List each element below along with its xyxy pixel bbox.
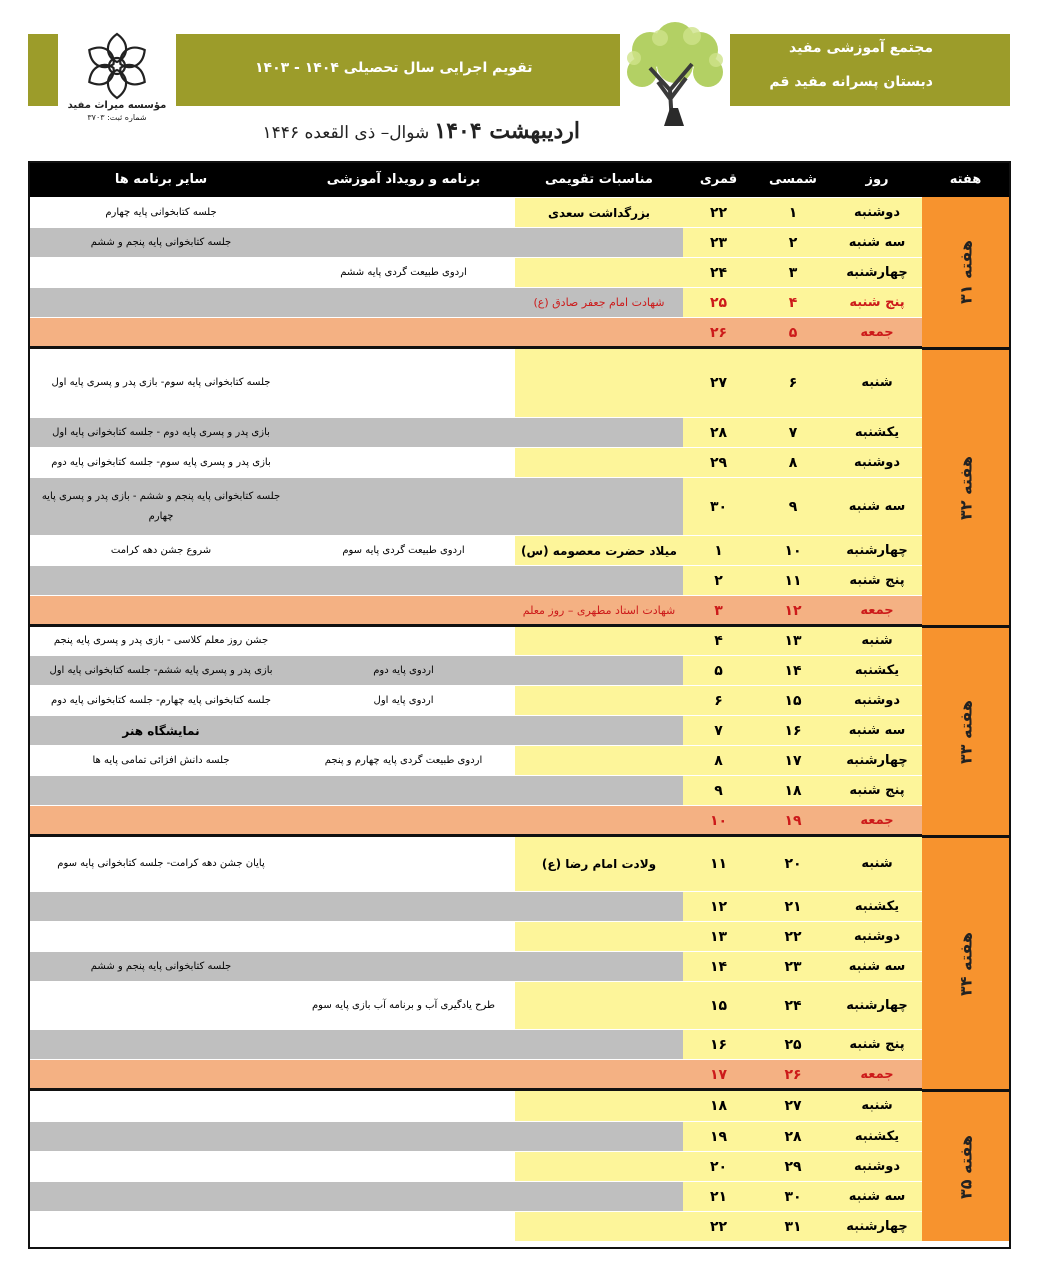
occasion-cell bbox=[515, 626, 683, 655]
month-name: اردیبهشت ۱۴۰۴ bbox=[434, 118, 580, 144]
week-label: هفته ۳۵ bbox=[956, 1134, 975, 1199]
qamari-date-cell: ۲۸ bbox=[683, 418, 754, 447]
day-name-cell: دوشنبه bbox=[832, 922, 922, 951]
day-name-cell: دوشنبه bbox=[832, 686, 922, 715]
shamsi-date-cell: ۲ bbox=[754, 228, 832, 257]
other-programs-cell: جلسه کتابخوانی پایه پنجم و ششم bbox=[30, 228, 292, 257]
day-name-cell: چهارشنبه bbox=[832, 258, 922, 287]
educational-event-cell: طرح یادگیری آب و برنامه آب بازی پایه سوم bbox=[292, 982, 515, 1029]
educational-event-cell: اردوی طبیعت گردی پایه ششم bbox=[292, 258, 515, 287]
occasion-cell bbox=[515, 952, 683, 981]
educational-event-cell bbox=[292, 478, 515, 535]
table-row bbox=[30, 477, 1009, 535]
shamsi-date-cell: ۱۵ bbox=[754, 686, 832, 715]
shamsi-date-cell: ۱۴ bbox=[754, 656, 832, 685]
educational-event-cell: اردوی طبیعت گردی پایه چهارم و پنجم bbox=[292, 746, 515, 775]
table-row bbox=[30, 981, 1009, 1029]
day-name-cell: سه شنبه bbox=[832, 228, 922, 257]
day-name-cell: پنج شنبه bbox=[832, 288, 922, 317]
qamari-date-cell: ۳ bbox=[683, 596, 754, 625]
week-label-cell bbox=[922, 347, 1009, 625]
other-programs-cell bbox=[30, 806, 292, 835]
qamari-date-cell: ۷ bbox=[683, 716, 754, 745]
day-name-cell: دوشنبه bbox=[832, 448, 922, 477]
month-heading bbox=[210, 118, 580, 144]
shamsi-date-cell: ۲۲ bbox=[754, 922, 832, 951]
qamari-date-cell: ۱۵ bbox=[683, 982, 754, 1029]
occasion-cell: بزرگداشت سعدی bbox=[515, 198, 683, 227]
other-programs-cell: جلسه کتابخوانی پایه پنجم و ششم - بازی پدر و پسری پایه چهارم bbox=[30, 478, 292, 535]
qamari-date-cell: ۱۷ bbox=[683, 1060, 754, 1089]
table-row bbox=[30, 595, 1009, 625]
occasion-cell bbox=[515, 1152, 683, 1181]
day-name-cell: شنبه bbox=[832, 836, 922, 891]
occasion-cell bbox=[515, 806, 683, 835]
shamsi-date-cell: ۶ bbox=[754, 348, 832, 417]
occasion-cell bbox=[515, 258, 683, 287]
table-row bbox=[30, 1029, 1009, 1059]
day-name-cell: یکشنبه bbox=[832, 1122, 922, 1151]
qamari-date-cell: ۱۸ bbox=[683, 1090, 754, 1121]
occasion-cell bbox=[515, 686, 683, 715]
other-programs-cell bbox=[30, 982, 292, 1029]
qamari-date-cell: ۲ bbox=[683, 566, 754, 595]
qamari-date-cell: ۳۰ bbox=[683, 478, 754, 535]
other-programs-cell bbox=[30, 258, 292, 287]
week-label-cell bbox=[922, 625, 1009, 835]
day-name-cell: دوشنبه bbox=[832, 198, 922, 227]
table-row bbox=[30, 805, 1009, 835]
educational-event-cell: اردوی طبیعت گردی پایه سوم bbox=[292, 536, 515, 565]
day-name-cell: پنج شنبه bbox=[832, 1030, 922, 1059]
day-name-cell: جمعه bbox=[832, 318, 922, 347]
other-programs-cell: جلسه دانش افزائی تمامی پایه ها bbox=[30, 746, 292, 775]
occasion-cell: شهادت استاد مطهری – روز معلم bbox=[515, 596, 683, 625]
occasion-cell bbox=[515, 448, 683, 477]
shamsi-date-cell: ۸ bbox=[754, 448, 832, 477]
table-row bbox=[30, 775, 1009, 805]
header-qamari: قمری bbox=[699, 172, 738, 187]
shamsi-date-cell: ۲۳ bbox=[754, 952, 832, 981]
school-subtitle: دبستان پسرانه مفید قم bbox=[769, 74, 933, 90]
shamsi-date-cell: ۱ bbox=[754, 198, 832, 227]
other-programs-cell bbox=[30, 288, 292, 317]
other-programs-cell: جلسه کتابخوانی پایه پنجم و ششم bbox=[30, 952, 292, 981]
table-header bbox=[30, 163, 1009, 197]
table-row bbox=[30, 565, 1009, 595]
qamari-date-cell: ۲۶ bbox=[683, 318, 754, 347]
educational-event-cell bbox=[292, 1090, 515, 1121]
shamsi-date-cell: ۲۱ bbox=[754, 892, 832, 921]
org-registration: شماره ثبت: ۳۷۰۳ bbox=[87, 113, 147, 122]
header-occasions: مناسبات تقویمی bbox=[545, 172, 653, 187]
other-programs-cell: نمایشگاه هنر bbox=[30, 716, 292, 745]
table-row bbox=[30, 951, 1009, 981]
other-programs-cell bbox=[30, 1122, 292, 1151]
occasion-cell bbox=[515, 716, 683, 745]
other-programs-cell: جشن روز معلم کلاسی - بازی پدر و پسری پایه پنجم bbox=[30, 626, 292, 655]
other-programs-cell: بازی پدر و پسری پایه ششم- جلسه کتابخوانی پایه اول bbox=[30, 656, 292, 685]
educational-event-cell: اردوی پایه اول bbox=[292, 686, 515, 715]
qamari-date-cell: ۱۹ bbox=[683, 1122, 754, 1151]
occasion-cell bbox=[515, 746, 683, 775]
day-name-cell: سه شنبه bbox=[832, 1182, 922, 1211]
occasion-cell bbox=[515, 922, 683, 951]
other-programs-cell bbox=[30, 1090, 292, 1121]
day-name-cell: یکشنبه bbox=[832, 892, 922, 921]
educational-event-cell bbox=[292, 566, 515, 595]
shamsi-date-cell: ۱۳ bbox=[754, 626, 832, 655]
educational-event-cell bbox=[292, 892, 515, 921]
header-day: روز bbox=[865, 172, 889, 187]
table-row bbox=[30, 685, 1009, 715]
qamari-date-cell: ۲۴ bbox=[683, 258, 754, 287]
day-name-cell: چهارشنبه bbox=[832, 1212, 922, 1241]
table-row bbox=[30, 227, 1009, 257]
day-name-cell: شنبه bbox=[832, 626, 922, 655]
week-label: هفته ۳۳ bbox=[956, 699, 975, 764]
educational-event-cell: اردوی پایه دوم bbox=[292, 656, 515, 685]
week-label: هفته ۳۴ bbox=[956, 931, 975, 996]
shamsi-date-cell: ۱۸ bbox=[754, 776, 832, 805]
table-row bbox=[30, 347, 1009, 417]
table-row bbox=[30, 197, 1009, 227]
occasion-cell bbox=[515, 892, 683, 921]
qamari-date-cell: ۱۶ bbox=[683, 1030, 754, 1059]
educational-event-cell bbox=[292, 836, 515, 891]
occasion-cell bbox=[515, 418, 683, 447]
occasion-cell bbox=[515, 1182, 683, 1211]
other-programs-cell: پایان جشن دهه کرامت- جلسه کتابخوانی پایه سوم bbox=[30, 836, 292, 891]
tree-illustration bbox=[620, 20, 730, 132]
qamari-date-cell: ۲۷ bbox=[683, 348, 754, 417]
table-row bbox=[30, 1181, 1009, 1211]
week-separator bbox=[30, 624, 922, 627]
qamari-date-cell: ۱۰ bbox=[683, 806, 754, 835]
table-row bbox=[30, 1121, 1009, 1151]
occasion-cell bbox=[515, 1030, 683, 1059]
qamari-date-cell: ۲۹ bbox=[683, 448, 754, 477]
qamari-date-cell: ۲۲ bbox=[683, 198, 754, 227]
shamsi-date-cell: ۲۹ bbox=[754, 1152, 832, 1181]
shamsi-date-cell: ۲۸ bbox=[754, 1122, 832, 1151]
educational-event-cell bbox=[292, 806, 515, 835]
week-label-cell bbox=[922, 835, 1009, 1089]
calendar-table bbox=[28, 161, 1011, 1249]
table-row bbox=[30, 921, 1009, 951]
educational-event-cell bbox=[292, 1030, 515, 1059]
educational-event-cell bbox=[292, 596, 515, 625]
qamari-date-cell: ۴ bbox=[683, 626, 754, 655]
occasion-cell: میلاد حضرت معصومه (س) bbox=[515, 536, 683, 565]
other-programs-cell bbox=[30, 1212, 292, 1241]
qamari-date-cell: ۱۲ bbox=[683, 892, 754, 921]
other-programs-cell: بازی پدر و پسری پایه دوم - جلسه کتابخوانی پایه اول bbox=[30, 418, 292, 447]
day-name-cell: چهارشنبه bbox=[832, 536, 922, 565]
table-row bbox=[30, 745, 1009, 775]
qamari-date-cell: ۱۳ bbox=[683, 922, 754, 951]
educational-event-cell bbox=[292, 1122, 515, 1151]
table-row bbox=[30, 1059, 1009, 1089]
occasion-cell bbox=[515, 656, 683, 685]
day-name-cell: شنبه bbox=[832, 348, 922, 417]
shamsi-date-cell: ۱۹ bbox=[754, 806, 832, 835]
educational-event-cell bbox=[292, 198, 515, 227]
week-label: هفته ۳۱ bbox=[956, 240, 975, 304]
table-row bbox=[30, 655, 1009, 685]
shamsi-date-cell: ۲۶ bbox=[754, 1060, 832, 1089]
day-name-cell: جمعه bbox=[832, 806, 922, 835]
table-row bbox=[30, 1089, 1009, 1121]
day-name-cell: شنبه bbox=[832, 1090, 922, 1121]
other-programs-cell bbox=[30, 892, 292, 921]
table-row bbox=[30, 447, 1009, 477]
shamsi-date-cell: ۲۷ bbox=[754, 1090, 832, 1121]
school-title: مجتمع آموزشی مفید bbox=[789, 40, 933, 56]
shamsi-date-cell: ۳ bbox=[754, 258, 832, 287]
week-separator bbox=[30, 346, 922, 349]
other-programs-cell bbox=[30, 318, 292, 347]
occasion-cell bbox=[515, 1212, 683, 1241]
shamsi-date-cell: ۴ bbox=[754, 288, 832, 317]
shamsi-date-cell: ۱۶ bbox=[754, 716, 832, 745]
educational-event-cell bbox=[292, 922, 515, 951]
shamsi-date-cell: ۱۲ bbox=[754, 596, 832, 625]
occasion-cell bbox=[515, 348, 683, 417]
educational-event-cell bbox=[292, 288, 515, 317]
occasion-cell bbox=[515, 478, 683, 535]
table-row bbox=[30, 287, 1009, 317]
calendar-title: تقویم اجرایی سال تحصیلی ۱۴۰۴ - ۱۴۰۳ bbox=[255, 60, 533, 76]
hijri-months: شوال– ذی القعده ۱۴۴۶ bbox=[262, 123, 430, 143]
table-row bbox=[30, 535, 1009, 565]
shamsi-date-cell: ۲۵ bbox=[754, 1030, 832, 1059]
shamsi-date-cell: ۷ bbox=[754, 418, 832, 447]
qamari-date-cell: ۲۱ bbox=[683, 1182, 754, 1211]
educational-event-cell bbox=[292, 952, 515, 981]
week-label-cell bbox=[922, 1089, 1009, 1241]
occasion-cell: ولادت امام رضا (ع) bbox=[515, 836, 683, 891]
day-name-cell: چهارشنبه bbox=[832, 982, 922, 1029]
day-name-cell: پنج شنبه bbox=[832, 776, 922, 805]
shamsi-date-cell: ۲۰ bbox=[754, 836, 832, 891]
table-row bbox=[30, 1151, 1009, 1181]
qamari-date-cell: ۵ bbox=[683, 656, 754, 685]
header-events: برنامه و رویداد آموزشی bbox=[326, 172, 481, 187]
occasion-cell: شهادت امام جعفر صادق (ع) bbox=[515, 288, 683, 317]
educational-event-cell bbox=[292, 448, 515, 477]
header-week: هفته bbox=[949, 172, 982, 187]
shamsi-date-cell: ۱۷ bbox=[754, 746, 832, 775]
shamsi-date-cell: ۳۱ bbox=[754, 1212, 832, 1241]
other-programs-cell: جلسه کتابخوانی پایه چهارم- جلسه کتابخوانی پایه دوم bbox=[30, 686, 292, 715]
table-row bbox=[30, 317, 1009, 347]
week-label: هفته ۳۲ bbox=[956, 455, 975, 520]
qamari-date-cell: ۱۴ bbox=[683, 952, 754, 981]
week-label-cell bbox=[922, 197, 1009, 347]
educational-event-cell bbox=[292, 1182, 515, 1211]
day-name-cell: پنج شنبه bbox=[832, 566, 922, 595]
day-name-cell: سه شنبه bbox=[832, 478, 922, 535]
occasion-cell bbox=[515, 776, 683, 805]
table-row bbox=[30, 625, 1009, 655]
day-name-cell: یکشنبه bbox=[832, 418, 922, 447]
header-shamsi: شمسی bbox=[769, 172, 817, 187]
occasion-cell bbox=[515, 982, 683, 1029]
shamsi-date-cell: ۹ bbox=[754, 478, 832, 535]
org-name: مؤسسه میراث مفید bbox=[67, 100, 167, 111]
qamari-date-cell: ۲۵ bbox=[683, 288, 754, 317]
educational-event-cell bbox=[292, 716, 515, 745]
table-row bbox=[30, 891, 1009, 921]
table-row bbox=[30, 1211, 1009, 1241]
other-programs-cell bbox=[30, 1060, 292, 1089]
occasion-cell bbox=[515, 228, 683, 257]
other-programs-cell bbox=[30, 1182, 292, 1211]
table-row bbox=[30, 715, 1009, 745]
educational-event-cell bbox=[292, 348, 515, 417]
qamari-date-cell: ۱ bbox=[683, 536, 754, 565]
day-name-cell: یکشنبه bbox=[832, 656, 922, 685]
qamari-date-cell: ۸ bbox=[683, 746, 754, 775]
other-programs-cell: بازی پدر و پسری پایه سوم- جلسه کتابخوانی پایه دوم bbox=[30, 448, 292, 477]
shamsi-date-cell: ۱۱ bbox=[754, 566, 832, 595]
educational-event-cell bbox=[292, 318, 515, 347]
day-name-cell: جمعه bbox=[832, 1060, 922, 1089]
other-programs-cell: جلسه کتابخوانی پایه سوم- بازی پدر و پسری پایه اول bbox=[30, 348, 292, 417]
occasion-cell bbox=[515, 1090, 683, 1121]
header-others: سایر برنامه ها bbox=[114, 172, 208, 187]
shamsi-date-cell: ۲۴ bbox=[754, 982, 832, 1029]
occasion-cell bbox=[515, 1122, 683, 1151]
week-separator bbox=[30, 1088, 922, 1091]
day-name-cell: سه شنبه bbox=[832, 952, 922, 981]
educational-event-cell bbox=[292, 1152, 515, 1181]
shamsi-date-cell: ۱۰ bbox=[754, 536, 832, 565]
educational-event-cell bbox=[292, 1212, 515, 1241]
occasion-cell bbox=[515, 318, 683, 347]
other-programs-cell bbox=[30, 1152, 292, 1181]
shamsi-date-cell: ۵ bbox=[754, 318, 832, 347]
day-name-cell: جمعه bbox=[832, 596, 922, 625]
educational-event-cell bbox=[292, 776, 515, 805]
other-programs-cell bbox=[30, 596, 292, 625]
week-separator bbox=[30, 834, 922, 837]
table-row bbox=[30, 257, 1009, 287]
qamari-date-cell: ۶ bbox=[683, 686, 754, 715]
day-name-cell: سه شنبه bbox=[832, 716, 922, 745]
educational-event-cell bbox=[292, 228, 515, 257]
other-programs-cell bbox=[30, 1030, 292, 1059]
occasion-cell bbox=[515, 1060, 683, 1089]
other-programs-cell bbox=[30, 776, 292, 805]
other-programs-cell bbox=[30, 922, 292, 951]
occasion-cell bbox=[515, 566, 683, 595]
qamari-date-cell: ۲۳ bbox=[683, 228, 754, 257]
qamari-date-cell: ۱۱ bbox=[683, 836, 754, 891]
qamari-date-cell: ۲۲ bbox=[683, 1212, 754, 1241]
educational-event-cell bbox=[292, 1060, 515, 1089]
shamsi-date-cell: ۳۰ bbox=[754, 1182, 832, 1211]
qamari-date-cell: ۹ bbox=[683, 776, 754, 805]
day-name-cell: چهارشنبه bbox=[832, 746, 922, 775]
table-row bbox=[30, 835, 1009, 891]
other-programs-cell: شروع جشن دهه کرامت bbox=[30, 536, 292, 565]
educational-event-cell bbox=[292, 626, 515, 655]
other-programs-cell: جلسه کتابخوانی پایه چهارم bbox=[30, 198, 292, 227]
day-name-cell: دوشنبه bbox=[832, 1152, 922, 1181]
educational-event-cell bbox=[292, 418, 515, 447]
table-row bbox=[30, 417, 1009, 447]
other-programs-cell bbox=[30, 566, 292, 595]
qamari-date-cell: ۲۰ bbox=[683, 1152, 754, 1181]
